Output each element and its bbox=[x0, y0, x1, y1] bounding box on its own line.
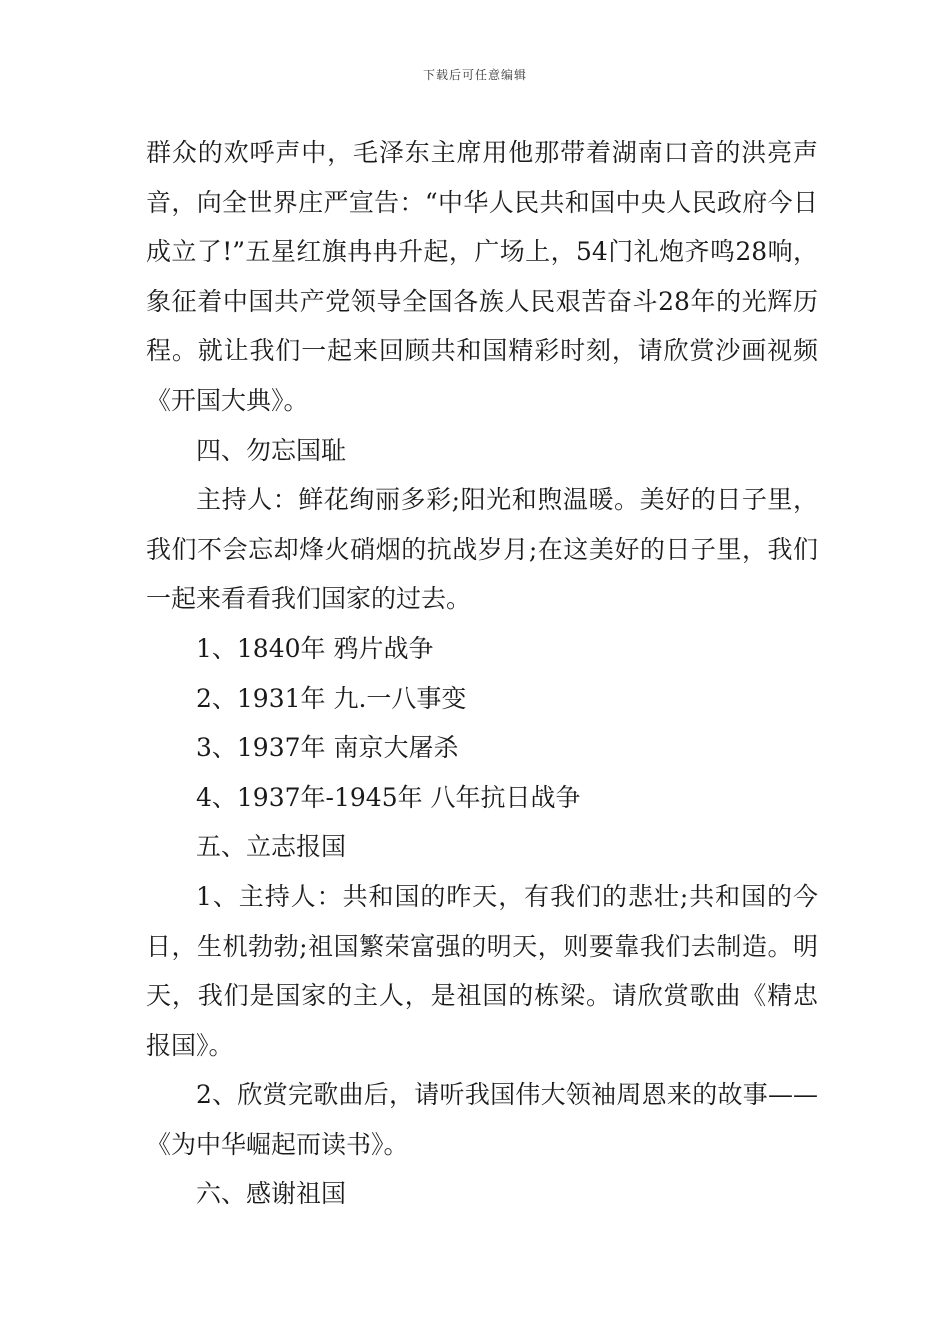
section-heading-5: 五、立志报国 bbox=[196, 832, 347, 862]
paragraph-host-2: 1、主持人：共和国的昨天，有我们的悲壮;共和国的今日，生机勃勃;祖国繁荣富强的明天，则要靠我们去制造。明天，我们是国家的主人，是祖国的栋梁。请欣赏歌曲《精忠报国》。 bbox=[146, 881, 818, 1060]
list-item-1937: 3、1937年 南京大屠杀 bbox=[196, 733, 459, 763]
paragraph-1: 群众的欢呼声中，毛泽东主席用他那带着湖南口音的洪亮声音，向全世界庄严宣告：“中华人民共和国中央人民政府今日成立了!”五星红旗冉冉升起，广场上，54门礼炮齐鸣28响，象征着中国共产党领导全国各族人民艰苦奋斗28年的光辉历程。就让我们一起来回顾共和国精彩时刻，请欣赏沙画视频《开国大典》。 bbox=[146, 138, 818, 415]
list-item-1931: 2、1931年 九.一八事变 bbox=[196, 683, 467, 713]
paragraph-story: 2、欣赏完歌曲后，请听我国伟大领袖周恩来的故事——《为中华崛起而读书》。 bbox=[146, 1080, 818, 1159]
document-body bbox=[146, 128, 818, 1219]
list-item-1840: 1、1840年 鸦片战争 bbox=[196, 633, 434, 663]
paragraph-host-1: 主持人：鲜花绚丽多彩;阳光和煦温暖。美好的日子里，我们不会忘却烽火硝烟的抗战岁月;在这美好的日子里，我们一起来看看我们国家的过去。 bbox=[146, 485, 818, 614]
list-item-1937-1945: 4、1937年-1945年 八年抗日战争 bbox=[196, 782, 581, 812]
page-header: 下载后可任意编辑 bbox=[422, 68, 527, 82]
section-heading-4: 四、勿忘国耻 bbox=[196, 435, 347, 465]
section-heading-6: 六、感谢祖国 bbox=[196, 1179, 347, 1209]
